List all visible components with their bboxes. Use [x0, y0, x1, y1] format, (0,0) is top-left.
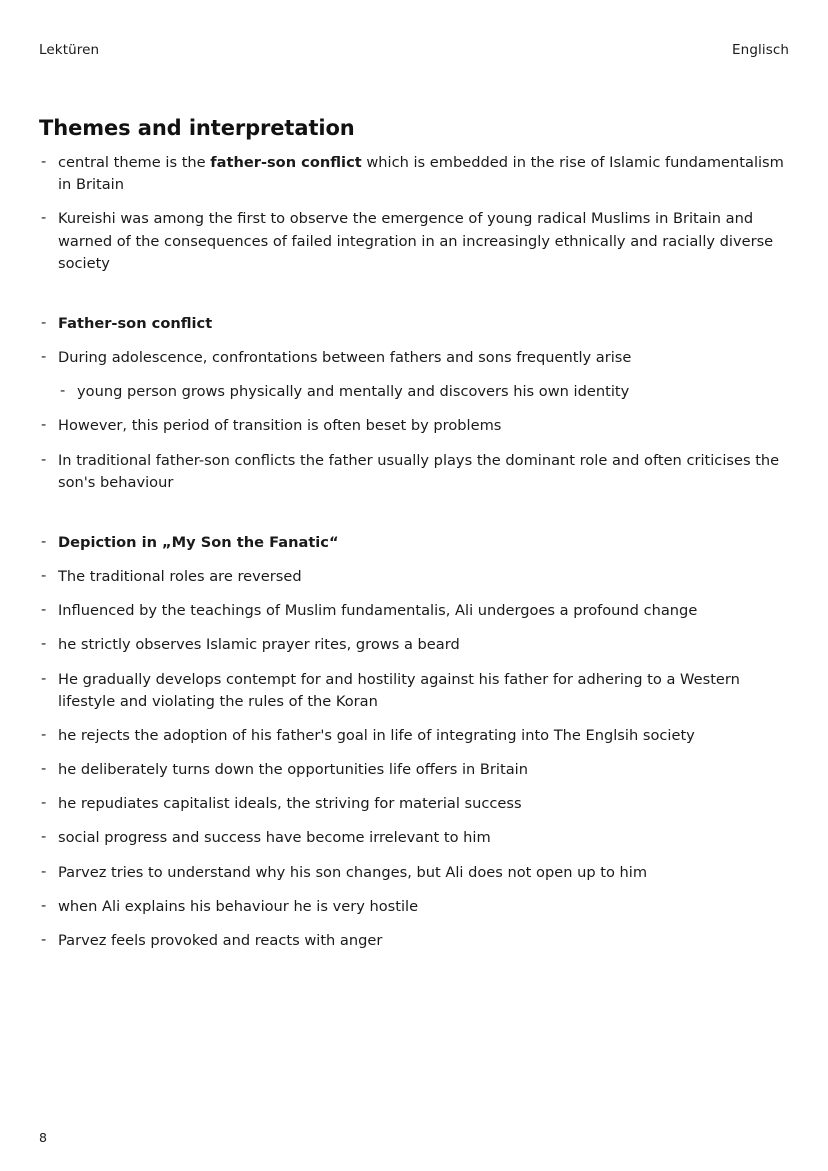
list-item-text: [58, 727, 695, 744]
bullet-dash-icon: -: [41, 896, 47, 914]
bullet-dash-icon: -: [41, 669, 47, 687]
plain-text: he rejects the adoption of his father's goal in life of integrating into The Englsih society: [58, 726, 695, 744]
plain-text: Parvez tries to understand why his son changes, but Ali does not open up to him: [58, 863, 648, 881]
list-item: [39, 862, 790, 884]
list-item-text: [58, 829, 491, 846]
plain-text: Influenced by the teachings of Muslim fundamentalis, Ali undergoes a profound change: [58, 602, 698, 620]
plain-text: he repudiates capitalist ideals, the striving for material success: [58, 795, 522, 813]
list-item-text: [58, 210, 773, 271]
page-number: 8: [39, 1130, 47, 1145]
list-item-text: [58, 315, 212, 332]
bullet-dash-icon: -: [41, 450, 47, 468]
list-item: [39, 208, 790, 275]
bullet-dash-icon: -: [41, 532, 47, 550]
list-item-text: [58, 636, 460, 653]
list-item-text: [58, 602, 697, 619]
list-item-text: [58, 864, 647, 881]
emphasis-text: Father-son conflict: [58, 314, 213, 332]
bullet-dash-icon: -: [60, 382, 66, 400]
bullet-dash-icon: -: [41, 313, 47, 331]
list-item-text: [58, 568, 302, 585]
list-item: [39, 415, 790, 437]
emphasis-text: father-son conflict: [210, 154, 362, 171]
page-title: Themes and interpretation: [39, 116, 355, 140]
list-item: [39, 896, 790, 918]
plain-text: central theme is the: [58, 154, 211, 171]
bullet-dash-icon: -: [41, 930, 47, 948]
list-item: [39, 347, 790, 369]
header-subject-left: Lektüren: [39, 42, 100, 58]
plain-text: young person grows physically and mentally and discovers his own identity: [77, 383, 630, 401]
bullet-dash-icon: -: [41, 153, 47, 170]
plain-text: However, this period of transition is often beset by problems: [58, 417, 502, 435]
list-item-text: [58, 154, 784, 193]
list-item-text: [58, 417, 501, 434]
bullet-dash-icon: -: [41, 828, 47, 846]
plain-text: which is embedded in the rise of Islamic fundamentalism in Britain: [58, 154, 784, 194]
bullet-dash-icon: -: [41, 601, 47, 619]
bullet-dash-icon: -: [41, 567, 47, 585]
plain-text: social progress and success have become irrelevant to him: [58, 829, 491, 847]
list-item-text: [58, 761, 528, 778]
page-header: [38, 42, 790, 58]
bullet-dash-icon: -: [41, 725, 47, 743]
list-item: [39, 450, 790, 494]
list-item: [39, 600, 790, 622]
list-item: [39, 313, 790, 335]
page-content: [38, 116, 790, 952]
list-item-text: [58, 452, 779, 491]
notes-list: [39, 152, 790, 952]
list-item: [39, 152, 790, 196]
list-item-text: [58, 898, 418, 915]
list-item-text: [77, 383, 629, 400]
list-item: [39, 827, 790, 849]
list-item-text: [58, 795, 522, 812]
plain-text: he deliberately turns down the opportunities life offers in Britain: [58, 761, 528, 779]
list-item: [39, 793, 790, 815]
emphasis-text: Depiction in „My Son the Fanatic“: [58, 533, 339, 551]
list-item: [39, 930, 790, 952]
list-item: [39, 759, 790, 781]
bullet-dash-icon: -: [41, 209, 47, 227]
plain-text: Kureishi was among the first to observe the emergence of young radical Muslims in Britain and warned of the consequences of failed integration in an increasingly ethnically and racially diverse society: [58, 210, 774, 272]
plain-text: Parvez feels provoked and reacts with anger: [58, 931, 383, 949]
bullet-dash-icon: -: [41, 794, 47, 812]
list-item: [39, 381, 790, 403]
header-subject-right: Englisch: [732, 42, 789, 58]
list-item: [39, 725, 790, 747]
plain-text: when Ali explains his behaviour he is very hostile: [58, 897, 419, 915]
list-item-text: [58, 534, 339, 551]
bullet-dash-icon: -: [41, 416, 47, 434]
plain-text: In traditional father-son conflicts the father usually plays the dominant role and often criticises the son's behaviour: [58, 451, 780, 491]
plain-text: The traditional roles are reversed: [58, 568, 302, 586]
list-item: [39, 532, 790, 554]
list-item-text: [58, 671, 740, 710]
bullet-dash-icon: -: [41, 862, 47, 880]
plain-text: During adolescence, confrontations between fathers and sons frequently arise: [58, 349, 632, 367]
list-item-text: [58, 932, 382, 949]
list-item: [39, 566, 790, 588]
list-item: [39, 634, 790, 656]
bullet-dash-icon: -: [41, 760, 47, 778]
bullet-dash-icon: -: [41, 348, 47, 366]
bullet-dash-icon: -: [41, 635, 47, 653]
plain-text: He gradually develops contempt for and hostility against his father for adhering to a Western lifestyle and violating the rules of the Koran: [58, 670, 740, 710]
list-item: [39, 669, 790, 713]
plain-text: he strictly observes Islamic prayer rites, grows a beard: [58, 636, 460, 654]
list-item-text: [58, 349, 631, 366]
